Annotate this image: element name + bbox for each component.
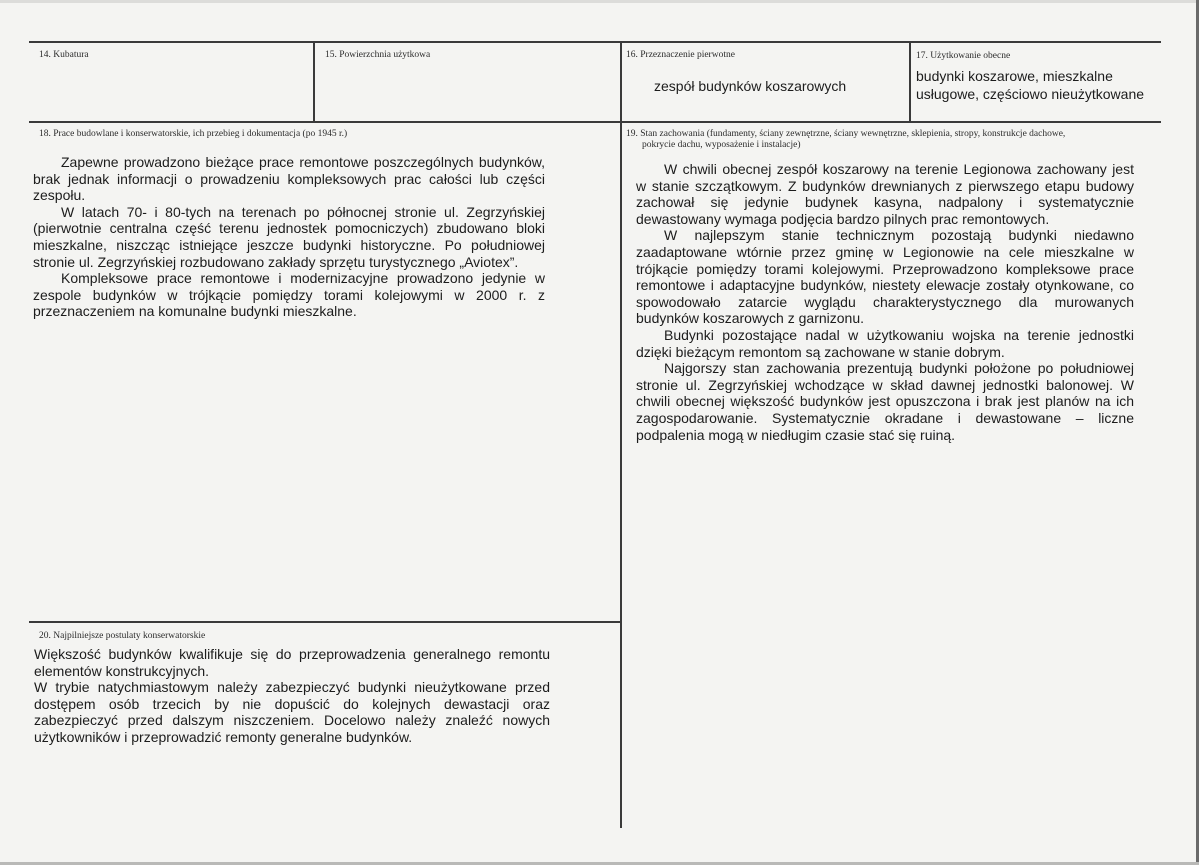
field-19-paragraph: W chwili obecnej zespół koszarowy na terenie Legionowa zachowany jest w stanie szczątkowym. Z budynków drewnianych z pierwszego etapu budowy zachował się jedynie budynek kasyna, nadpalony i systematycznie dewastowany wymaga podjęcia bardzo pilnych prac remontowych. xyxy=(636,161,1134,227)
card-edge-top xyxy=(0,0,1199,3)
field-19-label-line1: 19. Stan zachowania (fundamenty, ściany zewnętrzne, ściany wewnętrzne, sklepienia, stropy, konstrukcje dachowe, xyxy=(626,129,1066,139)
field-18-paragraph: Kompleksowe prace remontowe i modernizacyjne prowadzono jedynie w zespole budynków w trójkącie pomiędzy torami kolejowymi w 2000 r. z przeznaczeniem na komunalne budynki mieszkalne. xyxy=(33,270,545,320)
field-17-label: 17. Użytkowanie obecne xyxy=(916,51,1011,61)
rule-above-20 xyxy=(29,621,621,623)
field-20-text xyxy=(34,646,550,746)
field-20-label: 20. Najpilniejsze postulaty konserwatorskie xyxy=(39,631,206,641)
field-17-value-line2: usługowe, częściowo nieużytkowane xyxy=(916,86,1145,102)
field-20-paragraph: Większość budynków kwalifikuje się do przeprowadzenia generalnego remontu elementów konstrukcyjnych. xyxy=(34,646,550,679)
field-14-label: 14. Kubatura xyxy=(39,50,89,60)
field-18-paragraph: W latach 70- i 80-tych na terenach po północnej stronie ul. Zegrzyńskiej (pierwotnie centralna część terenu jednostek pomocniczych) zbudowano bloki mieszkalne, niszcząc istniejące jeszcze budynki historyczne. Po południowej stronie ul. Zegrzyńskiej rozbudowano zakłady sprzętu turystycznego „Aviotex”. xyxy=(33,203,545,270)
field-18-text xyxy=(33,154,545,320)
field-18-paragraph: Zapewne prowadzono bieżące prace remontowe poszczególnych budynków, brak jednak informacji o prowadzeniu kompleksowych prac całości lub części zespołu. xyxy=(33,154,545,204)
field-17-value-line1: budynki koszarowe, mieszkalne xyxy=(916,68,1113,84)
field-16-label: 16. Przeznaczenie pierwotne xyxy=(626,50,735,60)
field-16-value: zespół budynków koszarowych xyxy=(654,78,847,94)
row1-bottom-rule xyxy=(29,121,1161,123)
field-19-paragraph: Najgorszy stan zachowania prezentują budynki położone po południowej stronie ul. Zegrzyńskiej wchodzące w skład dawnej jednostki balonowej. W chwili obecnej większość budynków jest opuszczona i brak jest planów na ich zagospodarowanie. Systematycznie okradane i dewastowane – liczne podpalenia mogą w niedługim czasie stać się ruiną. xyxy=(636,360,1134,443)
field-20-paragraph: W trybie natychmiastowym należy zabezpieczyć budynki nieużytkowane przed dostępem osób trzecich by nie dopuścić do kolejnych dewastacji oraz zabezpieczyć przed dalszym niszczeniem. Docelowo należy znaleźć nowych użytkowników i przeprowadzić remonty generalne budynków. xyxy=(34,679,550,745)
center-divider xyxy=(620,42,622,828)
field-19-paragraph: Budynki pozostające nadal w użytkowaniu wojska na terenie jednostki dzięki bieżącym remontom są zachowane w stanie dobrym. xyxy=(636,326,1134,360)
top-rule xyxy=(29,41,1161,43)
divider-14-15 xyxy=(313,42,315,122)
field-19-label-line2: pokrycie dachu, wyposażenie i instalacje) xyxy=(642,140,801,150)
field-15-label: 15. Powierzchnia użytkowa xyxy=(325,50,431,60)
divider-16-17 xyxy=(909,42,911,122)
field-18-label: 18. Prace budowlane i konserwatorskie, ich przebieg i dokumentacja (po 1945 r.) xyxy=(39,129,348,139)
field-19-paragraph: W najlepszym stanie technicznym pozostają budynki niedawno zaadaptowane wtórnie przez gminę w Legionowie na cele mieszkalne w trójkącie pomiędzy torami kolejowymi. Przeprowadzono kompleksowe prace remontowe i adaptacyjne budynków, niestety elewacje zostały otynkowane, co spowodowało zatarcie wyglądu charakterystycznego dla murowanych budynków koszarowych z garnizonu. xyxy=(636,227,1134,327)
field-19-text xyxy=(636,161,1134,443)
